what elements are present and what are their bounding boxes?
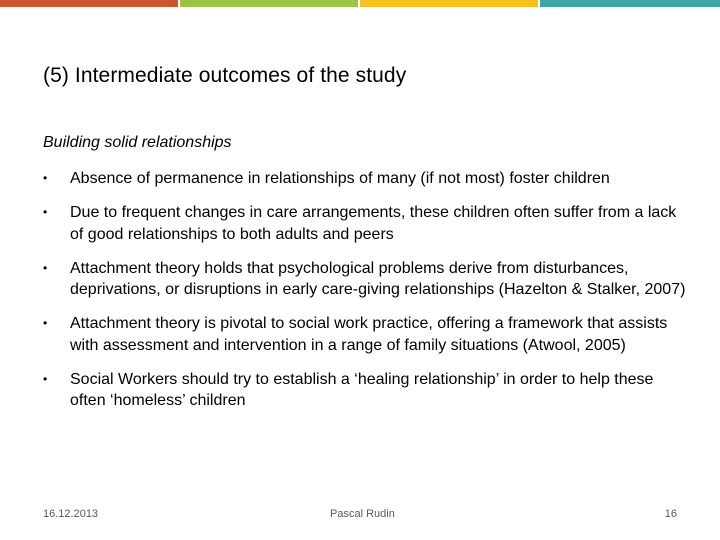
bullet-text: Due to frequent changes in care arrangements, these children often suffer from a lack of good relationships to both adults and peers (70, 204, 677, 243)
bullet-marker: • (43, 260, 48, 275)
footer-page-number: 16 (664, 508, 677, 520)
bullet-item (43, 369, 693, 412)
bullet-marker: • (43, 316, 48, 330)
bullet-marker: • (43, 171, 48, 185)
top-bar-segment-teal (540, 0, 720, 7)
bullet-marker: • (43, 371, 48, 386)
bullet-item (43, 258, 693, 301)
bullet-item (43, 313, 693, 356)
bullet-item (43, 202, 693, 245)
bullet-marker: • (43, 205, 48, 219)
footer-date: 16.12.2013 (43, 508, 99, 520)
slide-subtitle: Building solid relationships (43, 134, 232, 151)
slide-title: (5) Intermediate outcomes of the study (43, 64, 407, 87)
footer-author: Pascal Rudin (330, 508, 395, 520)
top-bar-segment-yellow (360, 0, 538, 7)
bullet-text: Social Workers should try to establish a ‘healing relationship’ in order to help these often ‘homeless’ children (70, 370, 654, 409)
bullet-text: Absence of permanence in relationships of many (if not most) foster children (70, 170, 610, 187)
bullet-text: Attachment theory holds that psychological problems derive from disturbances, deprivations, or disruptions in early care-giving relationships (Hazelton & Stalker, 2007) (70, 259, 686, 298)
top-color-bar (0, 0, 720, 7)
bullet-text: Attachment theory is pivotal to social work practice, offering a framework that assists with assessment and intervention in a range of family situations (Atwool, 2005) (70, 315, 668, 354)
bullet-item (43, 168, 693, 190)
top-bar-segment-green (180, 0, 358, 7)
top-bar-segment-orange (0, 0, 178, 7)
bullet-list (43, 168, 693, 424)
